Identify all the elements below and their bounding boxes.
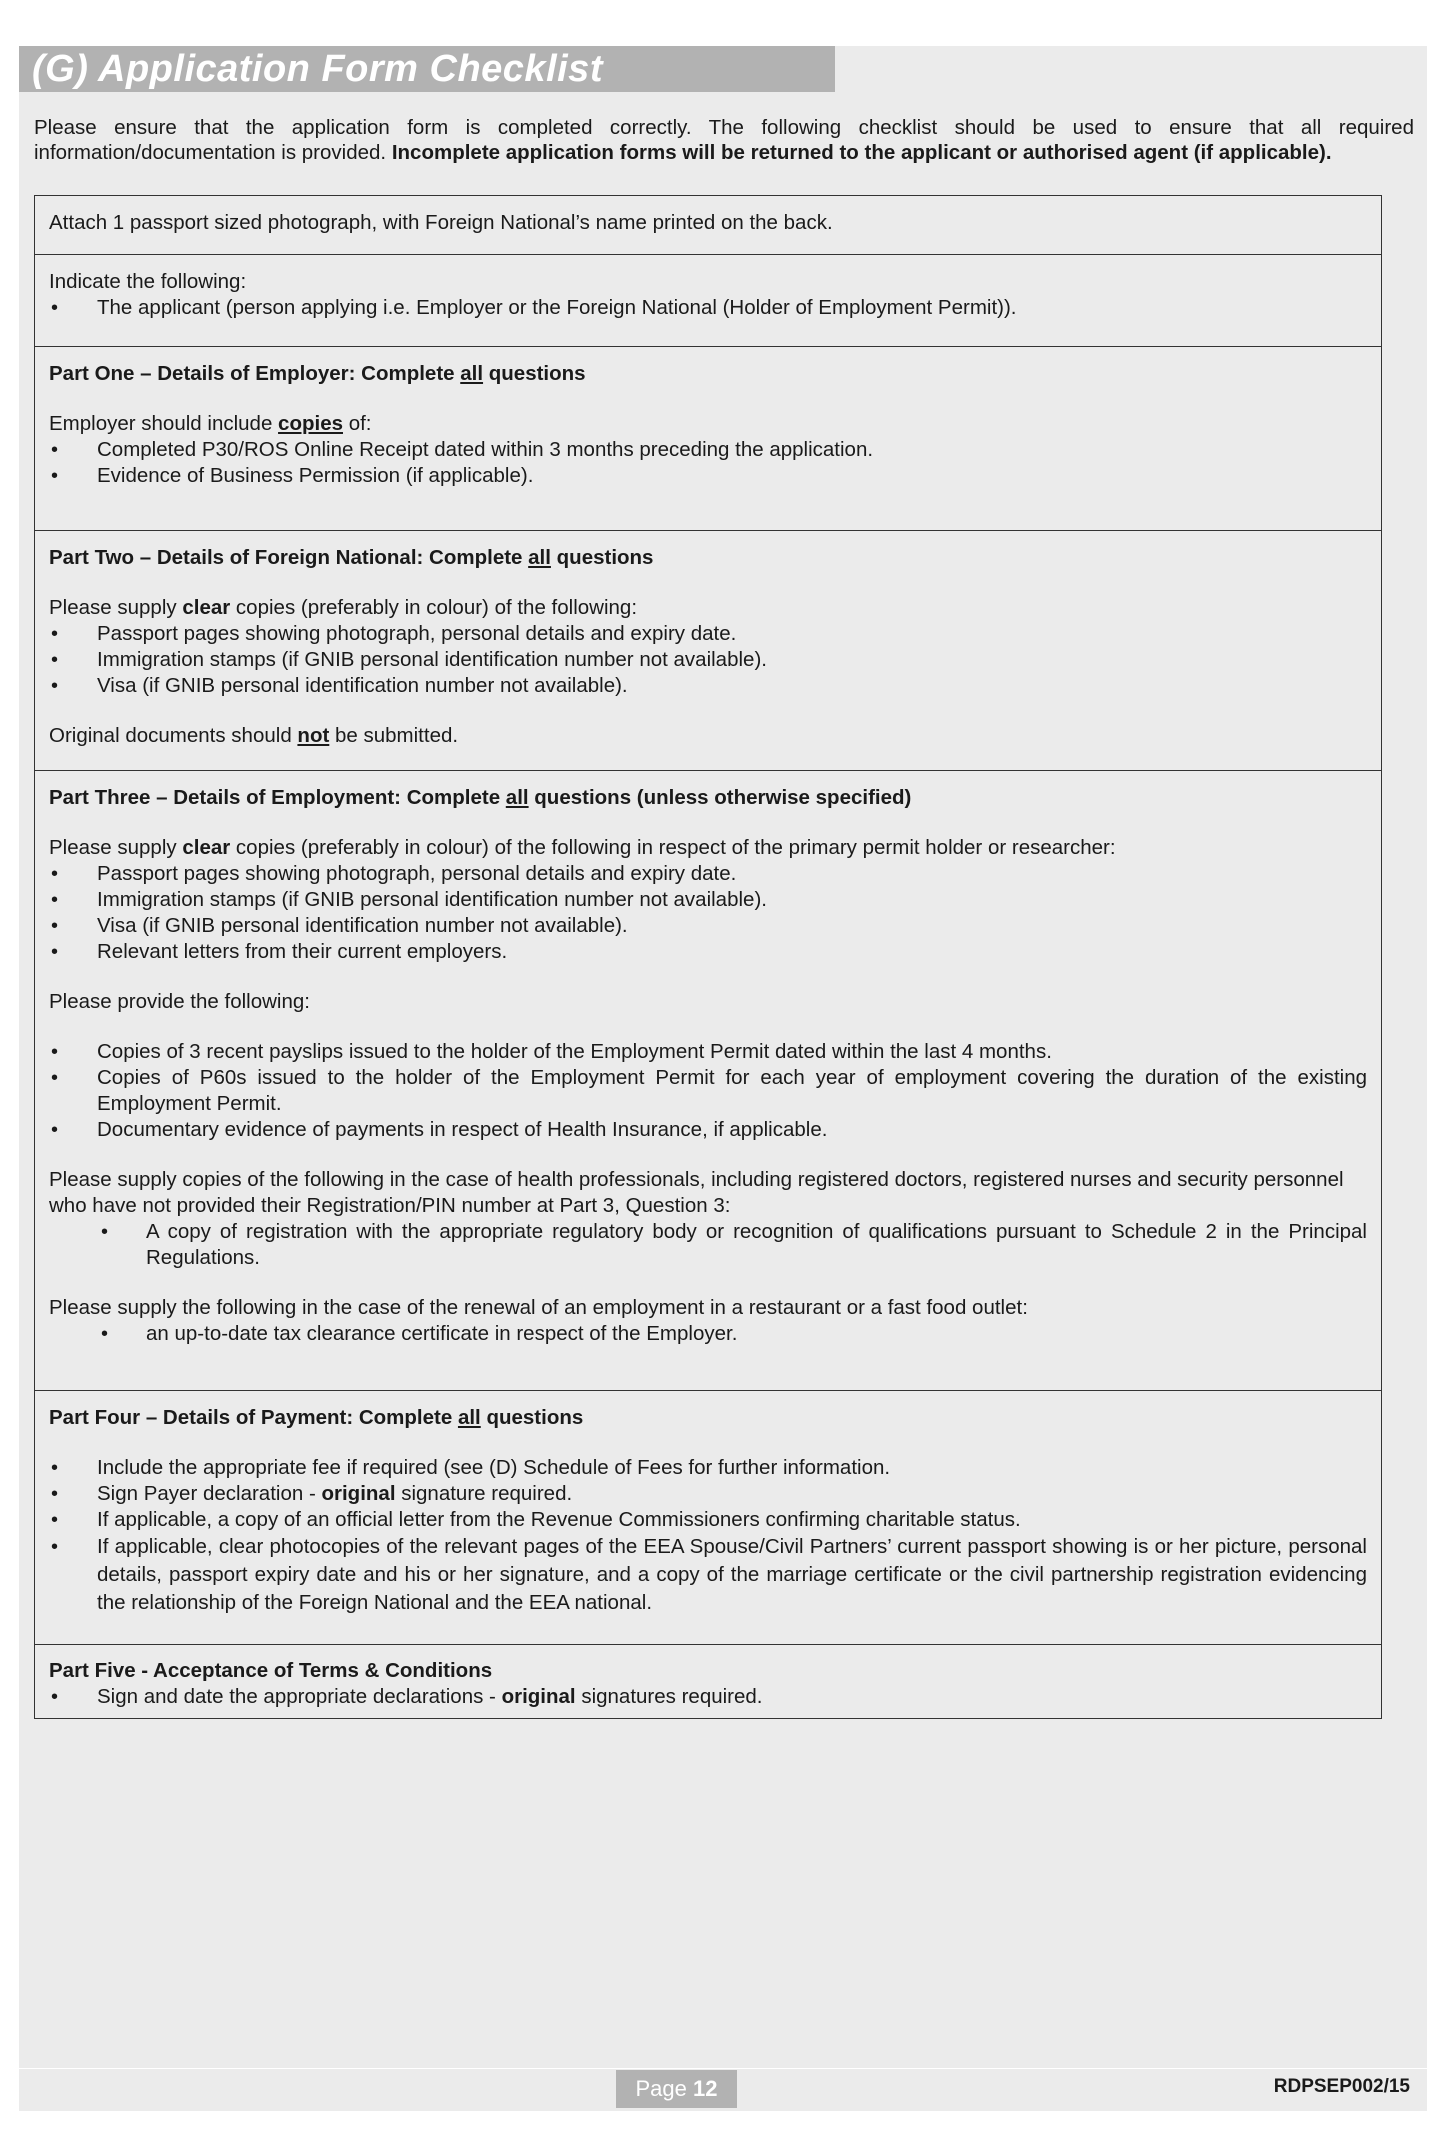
checklist-table — [34, 195, 1382, 1719]
part-three-health-lead: Please supply copies of the following in the case of health professionals, including registered doctors, registered nurses and security personnel who have not provided their Registration/PIN number at Part 3, Question 3: — [49, 1168, 1344, 1217]
indicate-lead: Indicate the following: — [49, 270, 247, 293]
part-four-heading: Part Four – Details of Payment: Complete all questions — [49, 1406, 584, 1429]
document-reference: RDPSEP002/15 — [1273, 2076, 1410, 2097]
section-part-one — [35, 346, 1381, 530]
section-indicate — [35, 254, 1381, 346]
section-part-four — [35, 1390, 1381, 1644]
list-item: • an up-to-date tax clearance certificate in respect of the Employer. — [49, 1321, 1367, 1347]
section-part-three — [35, 770, 1381, 1390]
section-part-five — [35, 1644, 1381, 1718]
list-item: • Copies of 3 recent payslips issued to the holder of the Employment Permit dated within the last 4 months. — [49, 1039, 1367, 1065]
list-item: • Passport pages showing photograph, personal details and expiry date. — [49, 861, 1367, 887]
part-two-list — [49, 621, 1367, 699]
list-item: • Visa (if GNIB personal identification number not available). — [49, 913, 1367, 939]
intro-warning: Incomplete application forms will be returned to the applicant or authorised agent (if applicable). — [391, 141, 1332, 164]
part-two-heading: Part Two – Details of Foreign National: Complete all questions — [49, 546, 654, 569]
part-three-health-list — [49, 1219, 1367, 1271]
page-number: 12 — [693, 2076, 718, 2101]
list-item: • The applicant (person applying i.e. Employer or the Foreign National (Holder of Employment Permit)). — [49, 295, 1367, 321]
list-item: • If applicable, clear photocopies of the relevant pages of the EEA Spouse/Civil Partners’ current passport showing is or her picture, personal details, passport expiry date and his or her signature, and a copy of the marriage certificate or the civil partnership registration evidencing the relationship of the Foreign National and the EEA national. — [49, 1533, 1367, 1617]
section-part-two — [35, 530, 1381, 770]
section-photo — [35, 196, 1381, 254]
list-item: • If applicable, a copy of an official letter from the Revenue Commissioners confirming charitable status. — [49, 1507, 1367, 1533]
list-item: • Evidence of Business Permission (if applicable). — [49, 463, 1367, 489]
list-item: • Relevant letters from their current employers. — [49, 939, 1367, 965]
list-item: • Sign Payer declaration - original signature required. — [49, 1481, 1367, 1507]
list-item: • Immigration stamps (if GNIB personal identification number not available). — [49, 887, 1367, 913]
document-page — [19, 46, 1427, 2111]
part-two-lead: Please supply clear copies (preferably in colour) of the following: — [49, 596, 638, 619]
page-title: (G) Application Form Checklist — [32, 48, 603, 90]
indicate-list — [49, 295, 1367, 321]
part-one-lead: Employer should include copies of: — [49, 412, 372, 435]
part-three-renewal-lead: Please supply the following in the case of the renewal of an employment in a restaurant or a fast food outlet: — [49, 1296, 1028, 1319]
part-three-provide-list — [49, 1039, 1367, 1143]
title-bar — [19, 46, 835, 92]
list-item: • Immigration stamps (if GNIB personal identification number not available). — [49, 647, 1367, 673]
page-number-box — [616, 2070, 737, 2108]
intro-paragraph — [34, 115, 1414, 165]
part-five-heading: Part Five - Acceptance of Terms & Conditions — [49, 1659, 493, 1682]
part-one-heading: Part One – Details of Employer: Complete all questions — [49, 362, 586, 385]
intro-text: Please ensure that the application form is completed correctly. The following checklist should be used to ensure that all required information/documentation is provided. — [34, 116, 1414, 164]
part-five-list — [49, 1684, 1367, 1710]
list-item: • Passport pages showing photograph, personal details and expiry date. — [49, 621, 1367, 647]
list-item: • Documentary evidence of payments in respect of Health Insurance, if applicable. — [49, 1117, 1367, 1143]
list-item: • Sign and date the appropriate declarations - original signatures required. — [49, 1684, 1367, 1710]
part-three-lead: Please supply clear copies (preferably in colour) of the following in respect of the primary permit holder or researcher: — [49, 836, 1116, 859]
page-label: Page — [635, 2076, 687, 2101]
list-item: • Completed P30/ROS Online Receipt dated within 3 months preceding the application. — [49, 437, 1367, 463]
list-item: • Copies of P60s issued to the holder of the Employment Permit for each year of employment covering the duration of the existing Employment Permit. — [49, 1065, 1367, 1117]
list-item: • Visa (if GNIB personal identification number not available). — [49, 673, 1367, 699]
part-three-heading: Part Three – Details of Employment: Complete all questions (unless otherwise specified) — [49, 786, 912, 809]
part-four-list — [49, 1455, 1367, 1617]
part-two-note: Original documents should not be submitted. — [49, 724, 459, 747]
part-three-provide-lead: Please provide the following: — [49, 990, 310, 1013]
part-three-list — [49, 861, 1367, 965]
part-one-list — [49, 437, 1367, 489]
photo-text: Attach 1 passport sized photograph, with Foreign National’s name printed on the back. — [49, 211, 833, 234]
list-item: • Include the appropriate fee if required (see (D) Schedule of Fees for further information. — [49, 1455, 1367, 1481]
part-three-renewal-list — [49, 1321, 1367, 1347]
footer-divider — [19, 2068, 1427, 2069]
list-item: • A copy of registration with the appropriate regulatory body or recognition of qualifications pursuant to Schedule 2 in the Principal Regulations. — [49, 1219, 1367, 1271]
